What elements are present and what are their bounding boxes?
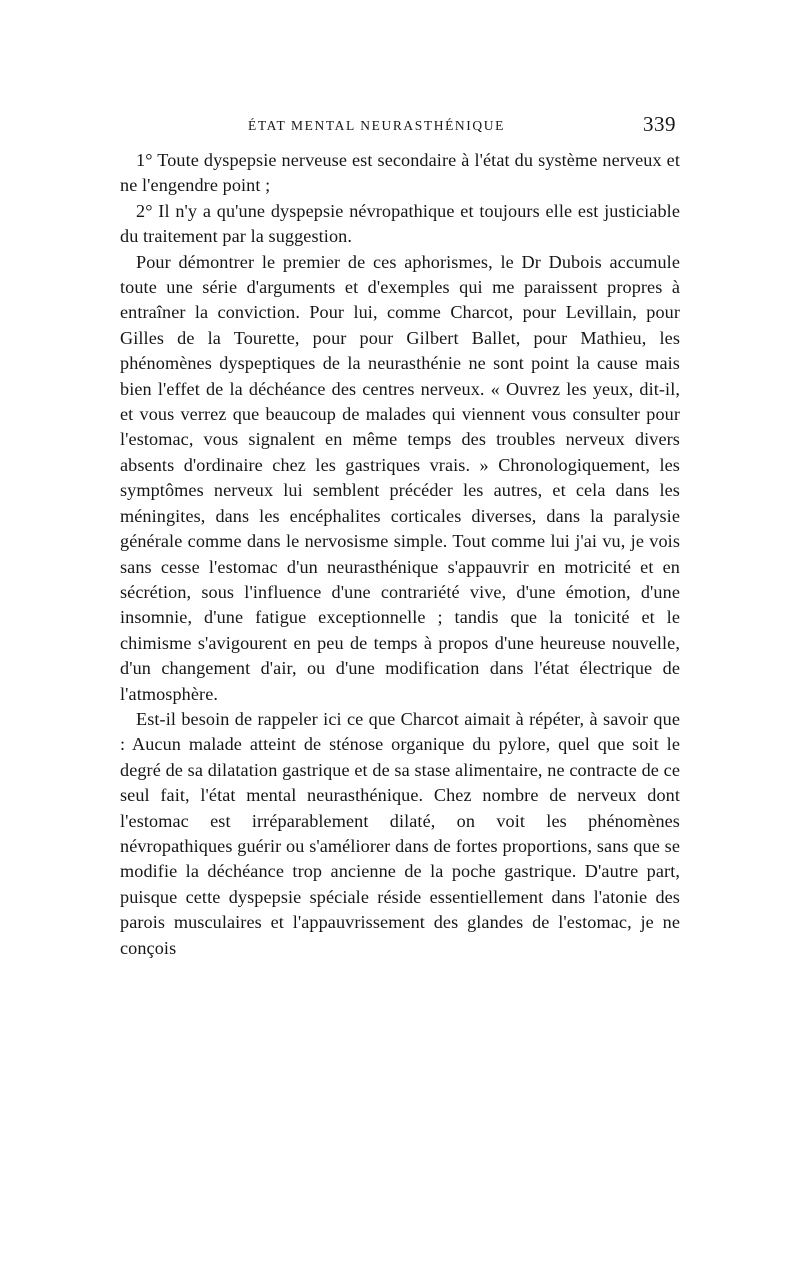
paragraph-3: Pour démontrer le premier de ces aphorismes, le Dr Dubois accumule toute une série d'arguments et d'exemples qui me paraissent propres à entraîner la conviction. Pour lui, comme Charcot, pour Levillain, pour Gilles de la Tourette, pour pour Gilbert Ballet, pour Mathieu, les phénomènes dyspeptiques de la neurasthénie ne sont point la cause mais bien l'effet de la déchéance des centres nerveux. « Ouvrez les yeux, dit-il, et vous verrez que beaucoup de malades qui viennent vous consulter pour l'estomac, vous signalent en même temps des troubles nerveux divers absents d'ordinaire chez les gastriques vrais. » Chronologiquement, les symptômes nerveux lui semblent précéder les autres, et cela dans les méningites, dans les encéphalites corticales diverses, dans la paralysie générale comme dans le nervosisme simple. Tout comme lui j'ai vu, je vois sans cesse l'estomac d'un neurasthénique s'appauvrir en motricité et en sécrétion, sous l'influence d'une contrariété vive, d'une émotion, d'une insomnie, d'une fatigue exceptionnelle ; tandis que la tonicité et le chimisme s'avigourent en peu de temps à propos d'une heureuse nouvelle, d'un changement d'air, ou d'une modification dans l'état électrique de l'atmosphère. <box>120 251 680 704</box>
page-number: 339 <box>643 112 676 136</box>
paragraph-4: Est-il besoin de rappeler ici ce que Charcot aimait à répéter, à savoir que : Aucun malade atteint de sténose organique du pylore, quel que soit le degré de sa dilatation gastrique et de sa stase alimentaire, ne contracte de ce seul fait, l'état mental neurasthénique. Chez nombre de nerveux dont l'estomac est irréparablement dilaté, on voit les phénomènes névropathiques guérir ou s'améliorer dans de fortes proportions, sans que se modifie la déchéance trop ancienne de la poche gastrique. D'autre part, puisque cette dyspepsie spéciale réside essentiellement dans l'atonie des parois musculaires et l'appauvrissement des glandes de l'estomac, je ne conçois <box>120 708 680 958</box>
running-head <box>120 108 680 148</box>
body-text <box>120 148 680 961</box>
paragraph-1: 1° Toute dyspepsie nerveuse est secondaire à l'état du système nerveux et ne l'engendre point ; <box>120 150 680 196</box>
paragraph-2: 2° Il n'y a qu'une dyspepsie névropathique et toujours elle est justiciable du traitement par la suggestion. <box>120 200 680 247</box>
book-page <box>120 108 680 961</box>
running-title: ÉTAT MENTAL NEURASTHÉNIQUE <box>248 118 505 133</box>
